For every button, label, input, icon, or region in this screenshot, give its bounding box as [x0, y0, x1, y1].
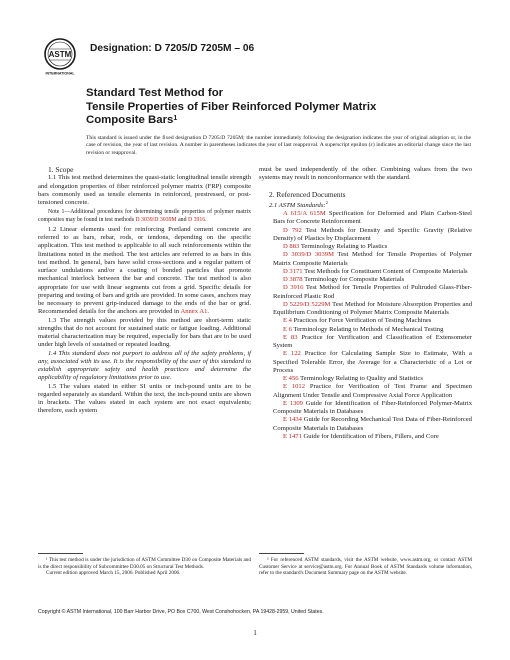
note-1: [38, 209, 251, 224]
standard-title: Practice for Calculating Sample Size to Estimate, With a Specified Tolerable Error, the Average for a Characteristic of a Lot or Process: [273, 350, 472, 374]
standard-title: Specification for Deformed and Plain Carbon-Steel Bars for Concrete Reinforcement: [273, 210, 472, 226]
referenced-documents-heading: 2. Referenced Documents: [269, 189, 346, 199]
standard-item: [259, 334, 472, 351]
note-1-text: Note 1—Additional procedures for determining tensile properties of polymer matrix composites may be found in test methods: [38, 209, 251, 223]
standard-title: Terminology Relating to Plastics: [300, 243, 388, 251]
standard-code-link[interactable]: A 615/A 615M: [283, 210, 326, 218]
standard-item: [259, 268, 472, 276]
standard-code-link[interactable]: E 1309: [283, 399, 303, 407]
standard-item: [259, 210, 472, 227]
standard-item: [259, 416, 472, 433]
standard-title: Test Methods for Density and Specific Gravity (Relative Density) of Plastics by Displacement: [273, 226, 472, 242]
standard-code-link[interactable]: D 792: [283, 226, 302, 234]
astm-standards-intro: [259, 199, 472, 210]
standard-item: [259, 227, 472, 244]
standard-code-link[interactable]: E 1012: [283, 383, 306, 391]
title-line-3-text: Composite Bars: [86, 114, 174, 127]
standard-title: Test Method for Tensile Properties of Polymer Matrix Composite Materials: [273, 251, 473, 267]
standard-item: [259, 301, 472, 318]
scope-1-4: 1.4 This standard does not purport to address all of the safety problems, if any, associated with its use. It is the responsibility of the user of this standard to establish appropriate safety and health practices and determine the applicability of regulatory limitations prior to use.: [38, 349, 251, 382]
standard-item: [259, 350, 472, 375]
document-title: [86, 87, 466, 128]
scope-1-1: 1.1 This test method determines the quasi-static longitudinal tensile strength and elongation properties of fiber reinforced polymer matrix (FRP) composite bars commonly used as tensile elements in reinforced, prestressed, or post-tensioned concrete.: [38, 174, 251, 206]
standard-title: Guide for Recording Mechanical Test Data of Fiber-Reinforced Composite Materials in Databases: [273, 416, 472, 432]
standard-code-link[interactable]: D 3171: [283, 267, 303, 275]
standard-title: Test Methods for Constituent Content of Composite Materials: [304, 267, 468, 275]
standard-title: Practice for Verification of Test Frame and Specimen Alignment Under Tensile and Compressive Axial Force Application: [273, 383, 472, 399]
annex-a1-link[interactable]: Annex A1: [180, 308, 208, 316]
note-1-end: .: [205, 216, 207, 223]
astm-standards-sup: 2: [325, 199, 328, 205]
scope-1-2: [38, 226, 251, 317]
standard-item: [259, 284, 472, 301]
standard-item: [259, 251, 472, 268]
standard-code-link[interactable]: E 83: [283, 333, 298, 341]
scope-1-2-end: .: [207, 308, 210, 316]
standard-code-link[interactable]: D 3878: [283, 276, 303, 284]
note-1-and: and: [176, 216, 188, 223]
standard-code-link[interactable]: D 883: [283, 243, 300, 251]
standard-item: [259, 317, 472, 325]
scope-1-5-continued: must be used independently of the other. Combining values from the two systems may result in nonconformance with the standard.: [259, 166, 472, 182]
standard-code-link[interactable]: D 3039/D 3039M: [283, 251, 334, 259]
standard-item: [259, 433, 472, 441]
note-1-ref-d3916[interactable]: D 3916: [187, 216, 206, 223]
designation: Designation: D 7205/D 7205M – 06: [90, 43, 255, 54]
astm-logo-icon: [40, 36, 80, 76]
footnote-left: [38, 557, 251, 577]
scope-heading: 1. Scope: [48, 165, 74, 174]
left-column: [38, 166, 251, 416]
standard-title: Test Method for Moisture Absorption Properties and Equilibrium Conditioning of Polymer Matrix Composite Materials: [273, 300, 473, 317]
footnote-rule-left: [38, 553, 83, 554]
svg-text:INTERNATIONAL: INTERNATIONAL: [45, 71, 75, 76]
standard-title: Practices for Force Verification of Testing Machines: [293, 317, 432, 325]
title-footnote-mark: 1: [173, 115, 178, 123]
standard-item: [259, 383, 472, 400]
standard-title: Test Method for Tensile Properties of Pultruded Glass-Fiber-Reinforced Plastic Rod: [273, 284, 472, 300]
issue-note: This standard is issued under the fixed designation D 7205/D 7205M; the number immediately following the designation indicates the year of original adoption or, in the case of revision, the year of last revision. A number in parentheses indicates the year of last reapproval. A superscript epsilon (ε) indicates an editorial change since the last revision or reapproval.: [86, 135, 471, 156]
standard-code-link[interactable]: E 4: [283, 317, 292, 325]
standard-item: [259, 276, 472, 284]
right-column: [259, 166, 472, 441]
standard-title: Guide for Identification of Fibers, Fillers, and Core: [303, 432, 439, 440]
standard-code-link[interactable]: E 122: [283, 350, 301, 358]
standard-item: [259, 400, 472, 417]
standard-item: [259, 375, 472, 383]
standard-title: Terminology Relating to Methods of Mechanical Testing: [293, 325, 444, 333]
standard-code-link[interactable]: D 5229/D 5229M: [283, 300, 331, 308]
title-line-2: Tensile Properties of Fiber Reinforced Polymer Matrix: [86, 100, 377, 113]
footnote-right: [259, 557, 472, 577]
standard-title: Terminology Relating to Quality and Statistics: [300, 375, 423, 383]
footnote-rule-right: [259, 553, 304, 554]
standard-code-link[interactable]: E 1434: [283, 416, 302, 424]
footnote-1-edition: Current edition approved March 15, 2006. Published April 2006.: [46, 570, 181, 577]
svg-text:ASTM: ASTM: [48, 50, 72, 59]
standard-item: [259, 243, 472, 251]
standard-code-link[interactable]: E 456: [283, 375, 299, 383]
standards-list: [259, 210, 472, 441]
standard-title: Practice for Verification and Classification of Extensometer System: [273, 333, 473, 350]
title-line-3: [86, 114, 466, 128]
standard-code-link[interactable]: E 6: [283, 325, 292, 333]
astm-standards-label: 2.1 ASTM Standards:: [269, 201, 326, 209]
scope-1-3: 1.3 The strength values provided by this method are short-term static strengths that do not account for sustained static or fatigue loading. Additional material characterization may be required, especially for bars that are to be used under high levels of sustained or repeated loading.: [38, 316, 251, 349]
scope-1-2-text: 1.2 Linear elements used for reinforcing Portland cement concrete are referred to as bars, rebar, rods, or tendons, depending on the specific application. This test method is applicable to all such reinforcements within the limitations noted in the method. The test articles are referred to as bars in this test method. In general, bars have solid cross-sections and a regular pattern of surface undulations and/or a coating of bonded particles that promote mechanical interlock between the bar and concrete. The test method is also appropriate for use with linear segments cut from a grid. Specific details for preparing and testing of bars and grids are provided. In some cases, anchors may be necessary to prevent grip-induced damage to the ends of the bar or grid. Recommended details for the anchors are provided in: [38, 225, 251, 316]
copyright: Copyright © ASTM International, 100 Barr Harbor Drive, PO Box C700, West Conshohocken, PA 19428-2959, United States.: [38, 609, 324, 615]
footnote-1: ¹ This test method is under the jurisdiction of ASTM Committee D30 on Composite Materials and is the direct responsibility of Subcommittee D30.05 on Structural Test Methods.: [38, 557, 251, 570]
footnote-2: ² For referenced ASTM standards, visit the ASTM website, www.astm.org, or contact ASTM Customer Service at service@astm.org. For Annual Book of ASTM Standards volume information, refer to the standard's Document Summary page on the ASTM website.: [259, 557, 472, 577]
standard-title: Terminology for Composite Materials: [304, 276, 405, 284]
scope-1-5: 1.5 The values stated in either SI units or inch-pound units are to be regarded separately as standard. Within the text, the inch-pound units are shown in brackets. The values stated in each system are not exact equivalents; therefore, each system: [38, 382, 251, 415]
title-line-1: Standard Test Method for: [86, 87, 224, 99]
standard-code-link[interactable]: D 3916: [283, 284, 304, 292]
standard-code-link[interactable]: E 1471: [283, 432, 302, 440]
note-1-ref-d3039[interactable]: D 3039/D 3039M: [135, 216, 177, 223]
standard-item: [259, 326, 472, 334]
standard-title: Guide for Identification of Fiber-Reinforced Polymer-Matrix Composite Materials in Databases: [273, 399, 472, 416]
page-number: 1: [253, 629, 257, 637]
